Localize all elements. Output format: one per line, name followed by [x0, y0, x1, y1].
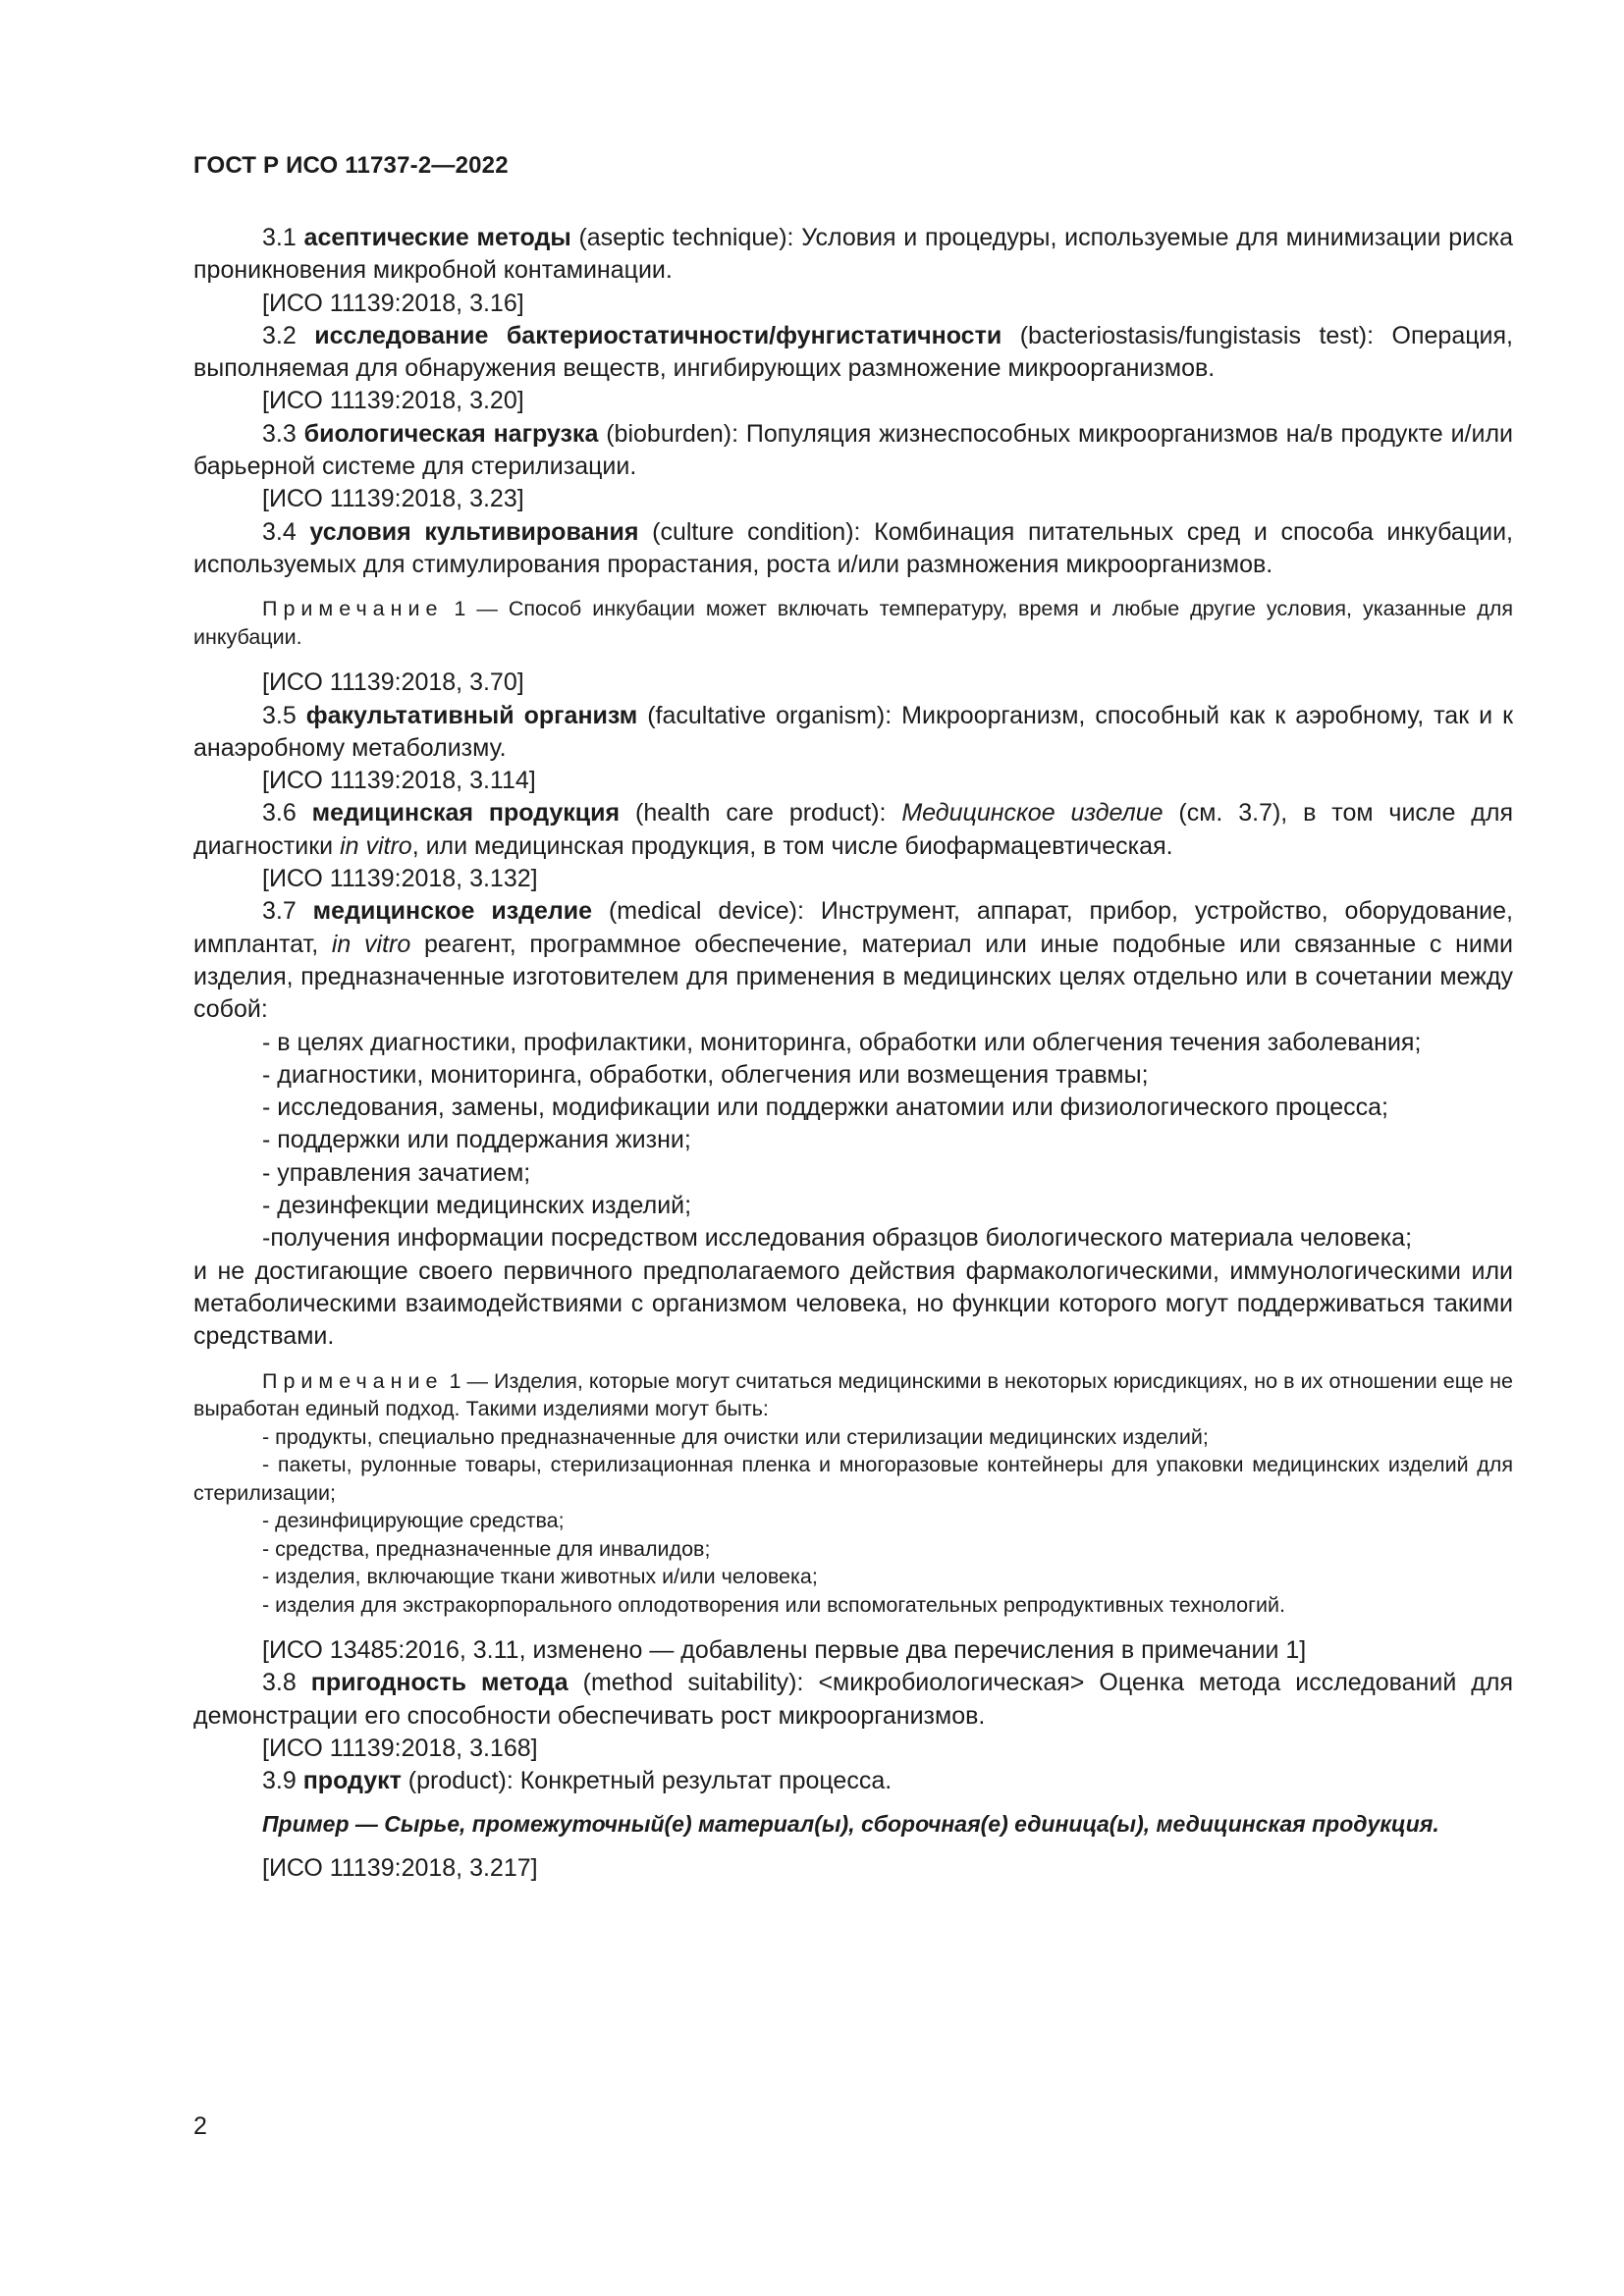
entry-number: 3.1	[262, 224, 304, 251]
entry-number: 3.7	[262, 897, 313, 926]
note-label: Примечание	[262, 1368, 444, 1393]
page-number: 2	[193, 2112, 207, 2140]
note-block	[193, 1367, 1513, 1620]
entry-term: асептические методы	[303, 224, 571, 251]
entry-reference: [ИСО 11139:2018, 3.132]	[262, 865, 538, 893]
term-entry-3-2	[193, 320, 1513, 386]
entry-english: (method suitability):	[568, 1669, 819, 1697]
entry-english: (bacteriostasis/fungistasis test):	[1001, 321, 1392, 349]
entry-reference: [ИСО 11139:2018, 3.70]	[262, 668, 524, 697]
note-block	[193, 595, 1513, 651]
entry-definition: <микробиологическая> Оценка метода исследований для демонстрации его способности обеспечивать рост микроорганизмов.	[193, 1669, 1514, 1730]
entry-reference: [ИСО 11139:2018, 3.23]	[262, 485, 524, 513]
term-entry-3-9	[193, 1765, 1513, 1797]
term-entry-3-1	[193, 222, 1513, 288]
entry-english: (aseptic technique):	[570, 224, 802, 251]
note-list-item: - изделия, включающие ткани животных и/или человека;	[262, 1565, 818, 1588]
term-entry-3-5	[193, 700, 1513, 766]
entry-number: 3.8	[262, 1669, 311, 1697]
list-item: - дезинфекции медицинских изделий;	[262, 1192, 692, 1220]
note-body: 1 — Изделия, которые могут считаться медицинскими в некоторых юрисдикциях, но в их отношении еще не выработан единый подход. Такими изделиями могут быть:	[193, 1368, 1513, 1420]
entry-definition: Операция, выполняемая для обнаружения веществ, ингибирующих размножение микроорганизмов.	[193, 321, 1513, 383]
entry-reference: [ИСО 11139:2018, 3.114]	[262, 767, 536, 795]
entry-english: (medical device):	[592, 897, 821, 926]
list-item: - управления зачатием;	[262, 1158, 531, 1187]
document-body	[193, 222, 1513, 1886]
term-entry-3-8	[193, 1667, 1513, 1733]
entry-definition: Условия и процедуры, используемые для минимизации риска проникновения микробной контаминации.	[193, 224, 1514, 285]
list-item: - в целях диагностики, профилактики, мониторинга, обработки или облегчения течения заболевания;	[262, 1028, 1422, 1056]
entry-definition-italic: in vitro	[331, 930, 411, 958]
term-entry-3-7	[193, 895, 1513, 1026]
entry-definition: , или медицинская продукция, в том числе биофармацевтическая.	[411, 831, 1173, 860]
entry-reference: [ИСО 11139:2018, 3.168]	[262, 1734, 538, 1762]
entry-definition-italic: in vitro	[340, 831, 412, 860]
entry-english: (health care product):	[620, 799, 902, 828]
entry-term: медицинское изделие	[312, 897, 593, 926]
entry-number: 3.3	[262, 419, 304, 448]
entry-number: 3.6	[262, 799, 312, 828]
entry-term: условия культивирования	[309, 517, 639, 546]
entry-english: (culture condition):	[638, 517, 875, 546]
note-label: Примечание	[262, 597, 444, 621]
list-item: - поддержки или поддержания жизни;	[262, 1126, 691, 1154]
entry-reference: [ИСО 11139:2018, 3.16]	[262, 289, 524, 317]
entry-english: (bioburden):	[598, 419, 746, 448]
entry-reference: [ИСО 13485:2016, 3.11, изменено — добавлены первые два перечисления в примечании 1]	[262, 1636, 1307, 1664]
document-header: ГОСТ Р ИСО 11737-2—2022	[193, 152, 509, 179]
note-text	[193, 1367, 1513, 1423]
entry-definition: (см. 3.7), в том числе для диагностики	[193, 799, 1513, 860]
entry-term: исследование бактериостатичности/фунгистатичности	[314, 321, 1002, 349]
entry-number: 3.5	[262, 701, 306, 729]
entry-number: 3.9	[262, 1767, 303, 1795]
note-list-item: - изделия для экстракорпорального оплодотворения или вспомогательных репродуктивных технологий.	[262, 1592, 1285, 1617]
entry-definition: Конкретный результат процесса.	[519, 1767, 893, 1795]
entry-term: биологическая нагрузка	[303, 419, 599, 448]
example-text: Пример — Сырье, промежуточный(е) материал(ы), сборочная(е) единица(ы), медицинская продукция.	[262, 1811, 1439, 1838]
entry-definition: реагент, программное обеспечение, материал или иные подобные или связанные с ними изделия, предназначенные изготовителем для применения в медицинских целях отдельно или в сочетании между собой:	[193, 930, 1513, 1024]
note-text	[193, 595, 1513, 651]
term-entry-3-4	[193, 516, 1513, 582]
note-list-item: - средства, предназначенные для инвалидов;	[262, 1536, 711, 1561]
entry-reference: [ИСО 11139:2018, 3.20]	[262, 387, 524, 415]
entry-reference: [ИСО 11139:2018, 3.217]	[262, 1854, 538, 1883]
term-entry-3-6	[193, 797, 1513, 863]
note-body: 1 — Способ инкубации может включать температуру, время и любые другие условия, указанные для инкубации.	[193, 597, 1513, 649]
entry-definition-tail: и не достигающие своего первичного предполагаемого действия фармакологическими, иммунологическими или метаболическими взаимодействиями с организмом человека, но функции которого могут поддерживаться такими средствами.	[193, 1256, 1513, 1351]
note-list-item: - дезинфицирующие средства;	[262, 1509, 565, 1532]
note-list-item: - продукты, специально предназначенные для очистки или стерилизации медицинских изделий;	[262, 1424, 1209, 1449]
entry-term: пригодность метода	[310, 1669, 568, 1697]
term-entry-3-3	[193, 418, 1513, 484]
entry-definition: Популяция жизнеспособных микроорганизмов на/в продукте и/или барьерной системе для стерилизации.	[193, 419, 1514, 481]
entry-number: 3.2	[262, 321, 315, 349]
entry-term: продукт	[302, 1767, 402, 1795]
example-block	[193, 1809, 1513, 1839]
entry-english: (product):	[401, 1767, 520, 1795]
entry-term: медицинская продукция	[311, 799, 621, 828]
entry-definition-italic: Медицинское изделие	[901, 799, 1164, 828]
entry-term: факультативный организм	[305, 701, 638, 729]
entry-definition: Инструмент, аппарат, прибор, устройство, оборудование, имплантат,	[193, 897, 1513, 958]
note-list-item: - пакеты, рулонные товары, стерилизационная пленка и многоразовые контейнеры для упаковки медицинских изделий для стерилизации;	[193, 1453, 1513, 1505]
list-item: -получения информации посредством исследования образцов биологического материала человека;	[262, 1224, 1413, 1253]
list-item: - исследования, замены, модификации или поддержки анатомии или физиологического процесса;	[262, 1094, 1388, 1122]
entry-number: 3.4	[262, 517, 310, 546]
entry-definition: Комбинация питательных сред и способа инкубации, используемых для стимулирования прорастания, роста и/или размножения микроорганизмов.	[193, 517, 1514, 578]
entry-english: (facultative organism):	[637, 701, 902, 729]
entry-definition: Микроорганизм, способный как к аэробному, так и к анаэробному метаболизму.	[193, 701, 1514, 762]
list-item: - диагностики, мониторинга, обработки, облегчения или возмещения травмы;	[262, 1060, 1149, 1089]
